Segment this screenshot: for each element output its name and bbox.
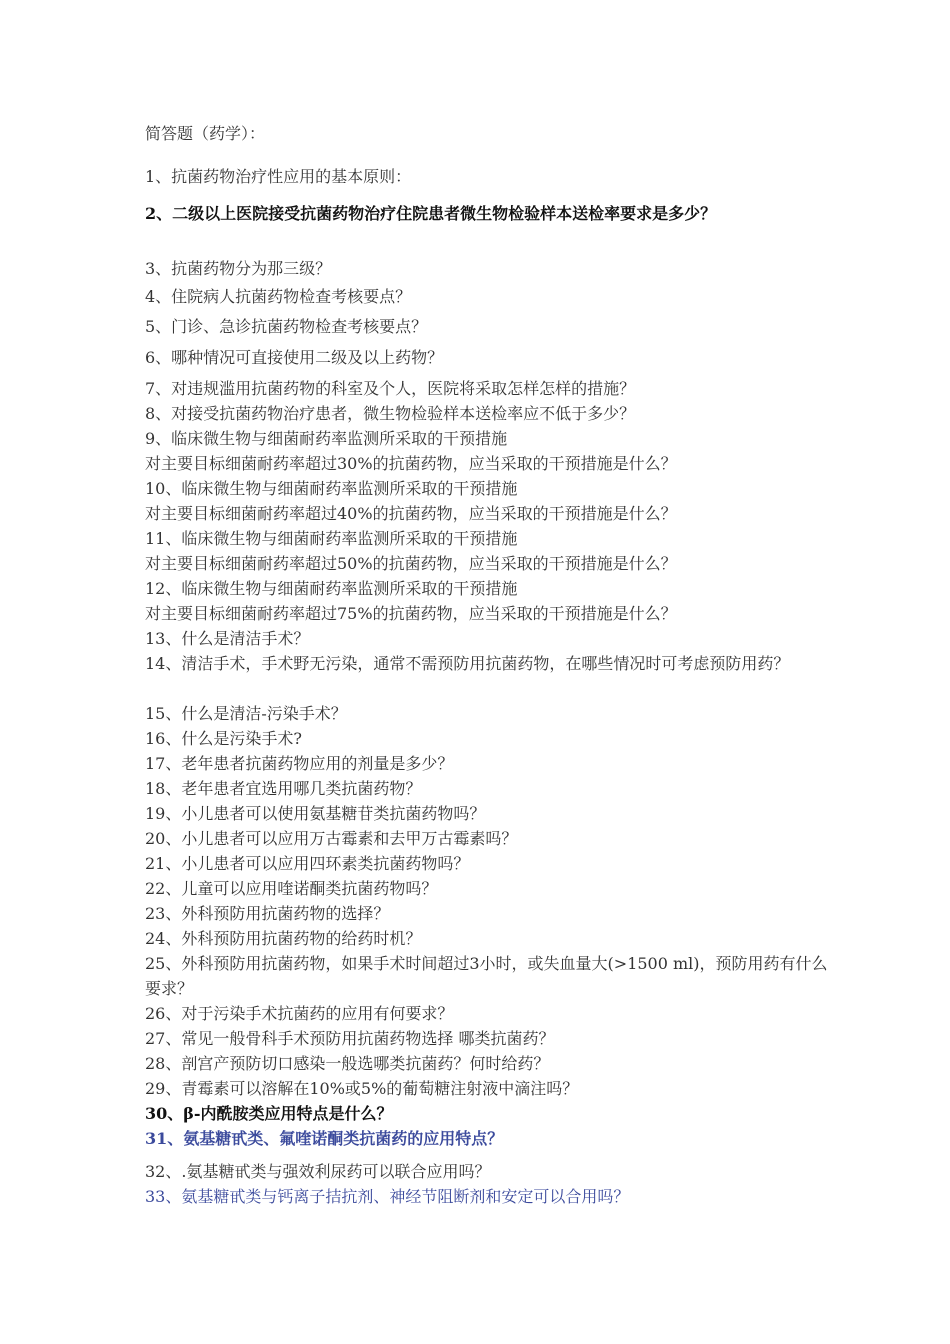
question-29: 29、青霉素可以溶解在10%或5%的葡萄糖注射液中滴注吗？: [145, 1079, 579, 1098]
question-11: 11、临床微生物与细菌耐药率监测所采取的干预措施: [145, 529, 518, 548]
question-24: 24、外科预防用抗菌药物的给药时机？: [145, 929, 422, 948]
question-12-detail: 对主要目标细菌耐药率超过75%的抗菌药物，应当采取的干预措施是什么？: [145, 604, 677, 623]
question-18: 18、老年患者宜选用哪几类抗菌药物？: [145, 779, 422, 798]
question-27: 27、常见一般骨科手术预防用抗菌药物选择 哪类抗菌药？: [145, 1029, 555, 1048]
question-33: 33、氨基糖甙类与钙离子拮抗剂、神经节阻断剂和安定可以合用吗？: [145, 1187, 630, 1206]
question-31: 31、氨基糖甙类、氟喹诺酮类抗菌药的应用特点？: [145, 1129, 504, 1148]
question-4: 4、住院病人抗菌药物检查考核要点？: [145, 287, 412, 306]
question-26: 26、对于污染手术抗菌药的应用有何要求？: [145, 1004, 454, 1023]
question-1: 1、抗菌药物治疗性应用的基本原则：: [145, 167, 412, 186]
question-2: [145, 201, 840, 226]
question-14: 14、清洁手术，手术野无污染，通常不需预防用抗菌药物，在哪些情况时可考虑预防用药？: [145, 654, 790, 673]
question-28: 28、剖宫产预防切口感染一般选哪类抗菌药？何时给药？: [145, 1054, 550, 1073]
question-6: 6、哪种情况可直接使用二级及以上药物？: [145, 348, 444, 367]
question-2-bold: 接受抗菌药物治疗住院患者微生物检验样本送检率要求是多少？: [268, 204, 717, 223]
doc-heading: 简答题（药学）：: [145, 124, 266, 143]
question-2-prefix: 2、二级以上医院: [145, 204, 269, 223]
question-17: 17、老年患者抗菌药物应用的剂量是多少？: [145, 754, 454, 773]
question-8: 8、对接受抗菌药物治疗患者，微生物检验样本送检率应不低于多少？: [145, 404, 636, 423]
question-9: 9、临床微生物与细菌耐药率监测所采取的干预措施: [145, 429, 508, 448]
question-9-detail: 对主要目标细菌耐药率超过30%的抗菌药物，应当采取的干预措施是什么？: [145, 454, 677, 473]
question-19: 19、小儿患者可以使用氨基糖苷类抗菌药物吗？: [145, 804, 486, 823]
question-30: 30、β-内酰胺类应用特点是什么？: [145, 1104, 393, 1123]
question-5: 5、门诊、急诊抗菌药物检查考核要点？: [145, 317, 428, 336]
question-10: 10、临床微生物与细菌耐药率监测所采取的干预措施: [145, 479, 518, 498]
question-15: 15、什么是清洁-污染手术？: [145, 704, 347, 723]
question-11-detail: 对主要目标细菌耐药率超过50%的抗菌药物，应当采取的干预措施是什么？: [145, 554, 677, 573]
question-21: 21、小儿患者可以应用四环素类抗菌药物吗？: [145, 854, 470, 873]
question-22: 22、儿童可以应用喹诺酮类抗菌药物吗？: [145, 879, 438, 898]
question-7: 7、对违规滥用抗菌药物的科室及个人，医院将采取怎样怎样的措施？: [145, 379, 636, 398]
question-13: 13、什么是清洁手术？: [145, 629, 310, 648]
question-23: 23、外科预防用抗菌药物的选择？: [145, 904, 390, 923]
question-10-detail: 对主要目标细菌耐药率超过40%的抗菌药物，应当采取的干预措施是什么？: [145, 504, 677, 523]
question-32: 32、.氨基糖甙类与强效利尿药可以联合应用吗？: [145, 1162, 491, 1181]
question-3: 3、抗菌药物分为那三级？: [145, 259, 332, 278]
question-12: 12、临床微生物与细菌耐药率监测所采取的干预措施: [145, 579, 518, 598]
question-25: 25、外科预防用抗菌药物，如果手术时间超过3小时，或失血量大(>1500 ml)，预防用药有什么要求？: [145, 954, 828, 998]
question-16: 16、什么是污染手术?: [145, 729, 302, 748]
question-20: 20、小儿患者可以应用万古霉素和去甲万古霉素吗？: [145, 829, 518, 848]
